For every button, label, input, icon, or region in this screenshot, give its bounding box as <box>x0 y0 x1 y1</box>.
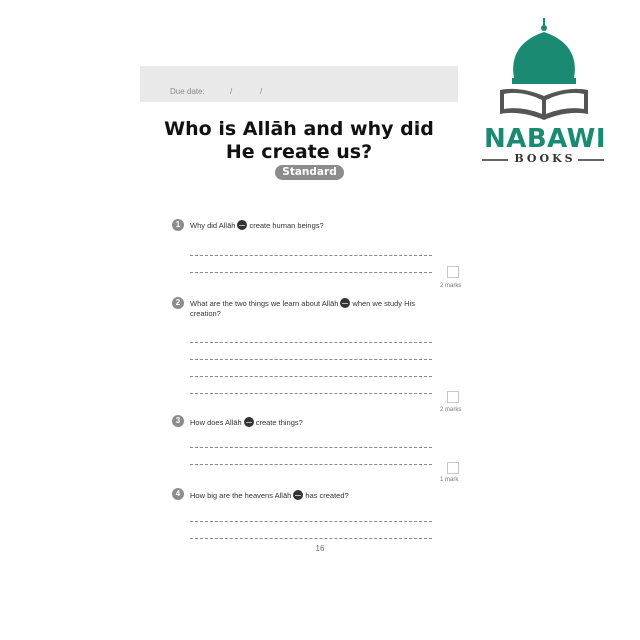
question-text-pre: How big are the heavens Allāh <box>190 491 292 500</box>
answer-line[interactable] <box>190 255 432 256</box>
answer-line[interactable] <box>190 521 432 522</box>
worksheet-title <box>140 118 458 164</box>
marks-label: 2 marks <box>440 407 462 413</box>
title-line-1: Who is Allāh and why did <box>164 118 434 140</box>
question-text <box>190 298 438 319</box>
honorific-icon <box>244 417 254 427</box>
answer-line[interactable] <box>190 342 432 343</box>
marks-label: 1 mark <box>440 477 459 483</box>
question-number: 4 <box>172 488 184 500</box>
question-text-pre: How does Allāh <box>190 418 242 427</box>
question-number: 1 <box>172 219 184 231</box>
answer-line[interactable] <box>190 393 432 394</box>
question-text-pre: What are the two things we learn about Allāh <box>190 299 339 308</box>
question-text <box>190 417 440 428</box>
answer-line[interactable] <box>190 447 432 448</box>
answer-line[interactable] <box>190 464 432 465</box>
level-badge: Standard <box>275 165 344 180</box>
honorific-icon <box>237 220 247 230</box>
marks-label: 2 marks <box>440 283 462 289</box>
question-text-post: when we study His creation? <box>190 299 415 318</box>
page-number: 16 <box>315 544 325 553</box>
answer-line[interactable] <box>190 359 432 360</box>
question-text-post: has created? <box>305 491 349 500</box>
title-line-2: He create us? <box>225 141 373 163</box>
logo-brand-text: NABAWI <box>483 124 606 154</box>
answer-line[interactable] <box>190 538 432 539</box>
question-text-post: create human beings? <box>249 221 324 230</box>
answer-line[interactable] <box>190 272 432 273</box>
mark-checkbox[interactable] <box>447 462 459 474</box>
mark-checkbox[interactable] <box>447 266 459 278</box>
due-date-bar <box>140 66 458 102</box>
answer-line[interactable] <box>190 376 432 377</box>
due-date-separator: / <box>230 87 233 96</box>
due-date-separator: / <box>260 87 263 96</box>
mark-checkbox[interactable] <box>447 391 459 403</box>
due-date-label: Due date: <box>170 87 205 96</box>
question-number: 3 <box>172 415 184 427</box>
honorific-icon <box>340 298 350 308</box>
logo-sub-text: BOOKS <box>514 152 576 165</box>
question-text <box>190 490 440 501</box>
question-number: 2 <box>172 297 184 309</box>
question-text <box>190 220 440 231</box>
honorific-icon <box>293 490 303 500</box>
question-text-post: create things? <box>255 418 303 427</box>
question-text-pre: Why did Allāh <box>190 221 236 230</box>
